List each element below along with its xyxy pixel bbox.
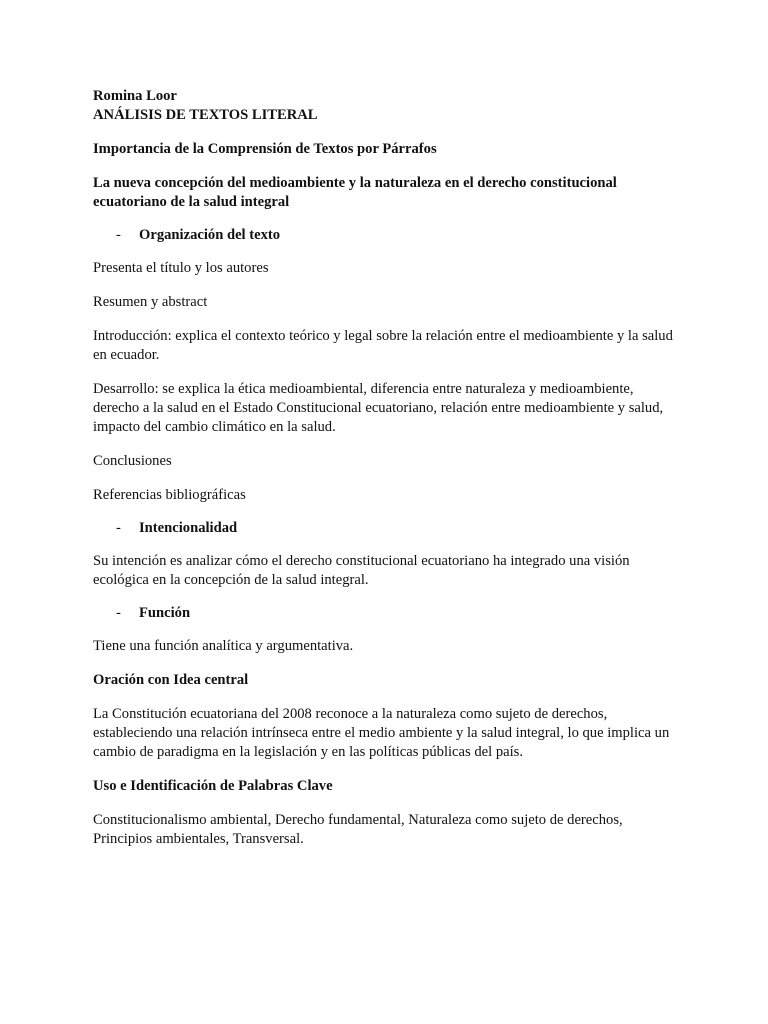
central-idea-heading: Oración con Idea central — [93, 672, 249, 688]
organization-item: Resumen y abstract — [93, 294, 208, 310]
keywords-heading: Uso e Identificación de Palabras Clave — [93, 778, 333, 794]
intentionality-text: Su intención es analizar cómo el derecho constitucional ecuatoriano ha integrado una visión ecológica en la concepción de la salud integral. — [93, 553, 630, 588]
organization-item: Referencias bibliográficas — [93, 487, 246, 503]
document-title: ANÁLISIS DE TEXTOS LITERAL — [93, 107, 318, 123]
organization-item: Desarrollo: se explica la ética medioambiental, diferencia entre naturaleza y medioambiente, derecho a la salud en el Estado Constitucional ecuatoriano, relación entre medioambiente y salud, impacto del cambio climático en la salud. — [93, 381, 664, 435]
organization-heading-label: Organización del texto — [139, 227, 281, 243]
central-idea-text: La Constitución ecuatoriana del 2008 reconoce a la naturaleza como sujeto de derechos, estableciendo una relación intrínseca entre el medio ambiente y la salud integral, lo que implica un cambio de paradigma en la legislación y en las políticas públicas del país. — [93, 706, 670, 760]
keywords-text: Constitucionalismo ambiental, Derecho fundamental, Naturaleza como sujeto de derechos, Principios ambientales, Transversal. — [93, 812, 623, 847]
author-name: Romina Loor — [93, 88, 177, 104]
organization-item: Introducción: explica el contexto teórico y legal sobre la relación entre el medioambiente y la salud en ecuador. — [93, 328, 673, 363]
intentionality-heading — [93, 520, 683, 537]
section-heading: Importancia de la Comprensión de Textos por Párrafos — [93, 141, 437, 157]
document-page — [93, 87, 683, 849]
intentionality-heading-label: Intencionalidad — [139, 520, 238, 536]
organization-heading — [93, 227, 683, 244]
organization-item: Presenta el título y los autores — [93, 260, 269, 276]
function-text: Tiene una función analítica y argumentativa. — [93, 638, 354, 654]
organization-item: Conclusiones — [93, 453, 172, 469]
bullet-marker: - — [116, 227, 121, 243]
function-heading-label: Función — [139, 605, 191, 621]
article-title: La nueva concepción del medioambiente y la naturaleza en el derecho constitucional ecuatoriano de la salud integral — [93, 175, 617, 210]
bullet-marker: - — [116, 605, 121, 621]
function-heading — [93, 605, 683, 622]
bullet-marker: - — [116, 520, 121, 536]
